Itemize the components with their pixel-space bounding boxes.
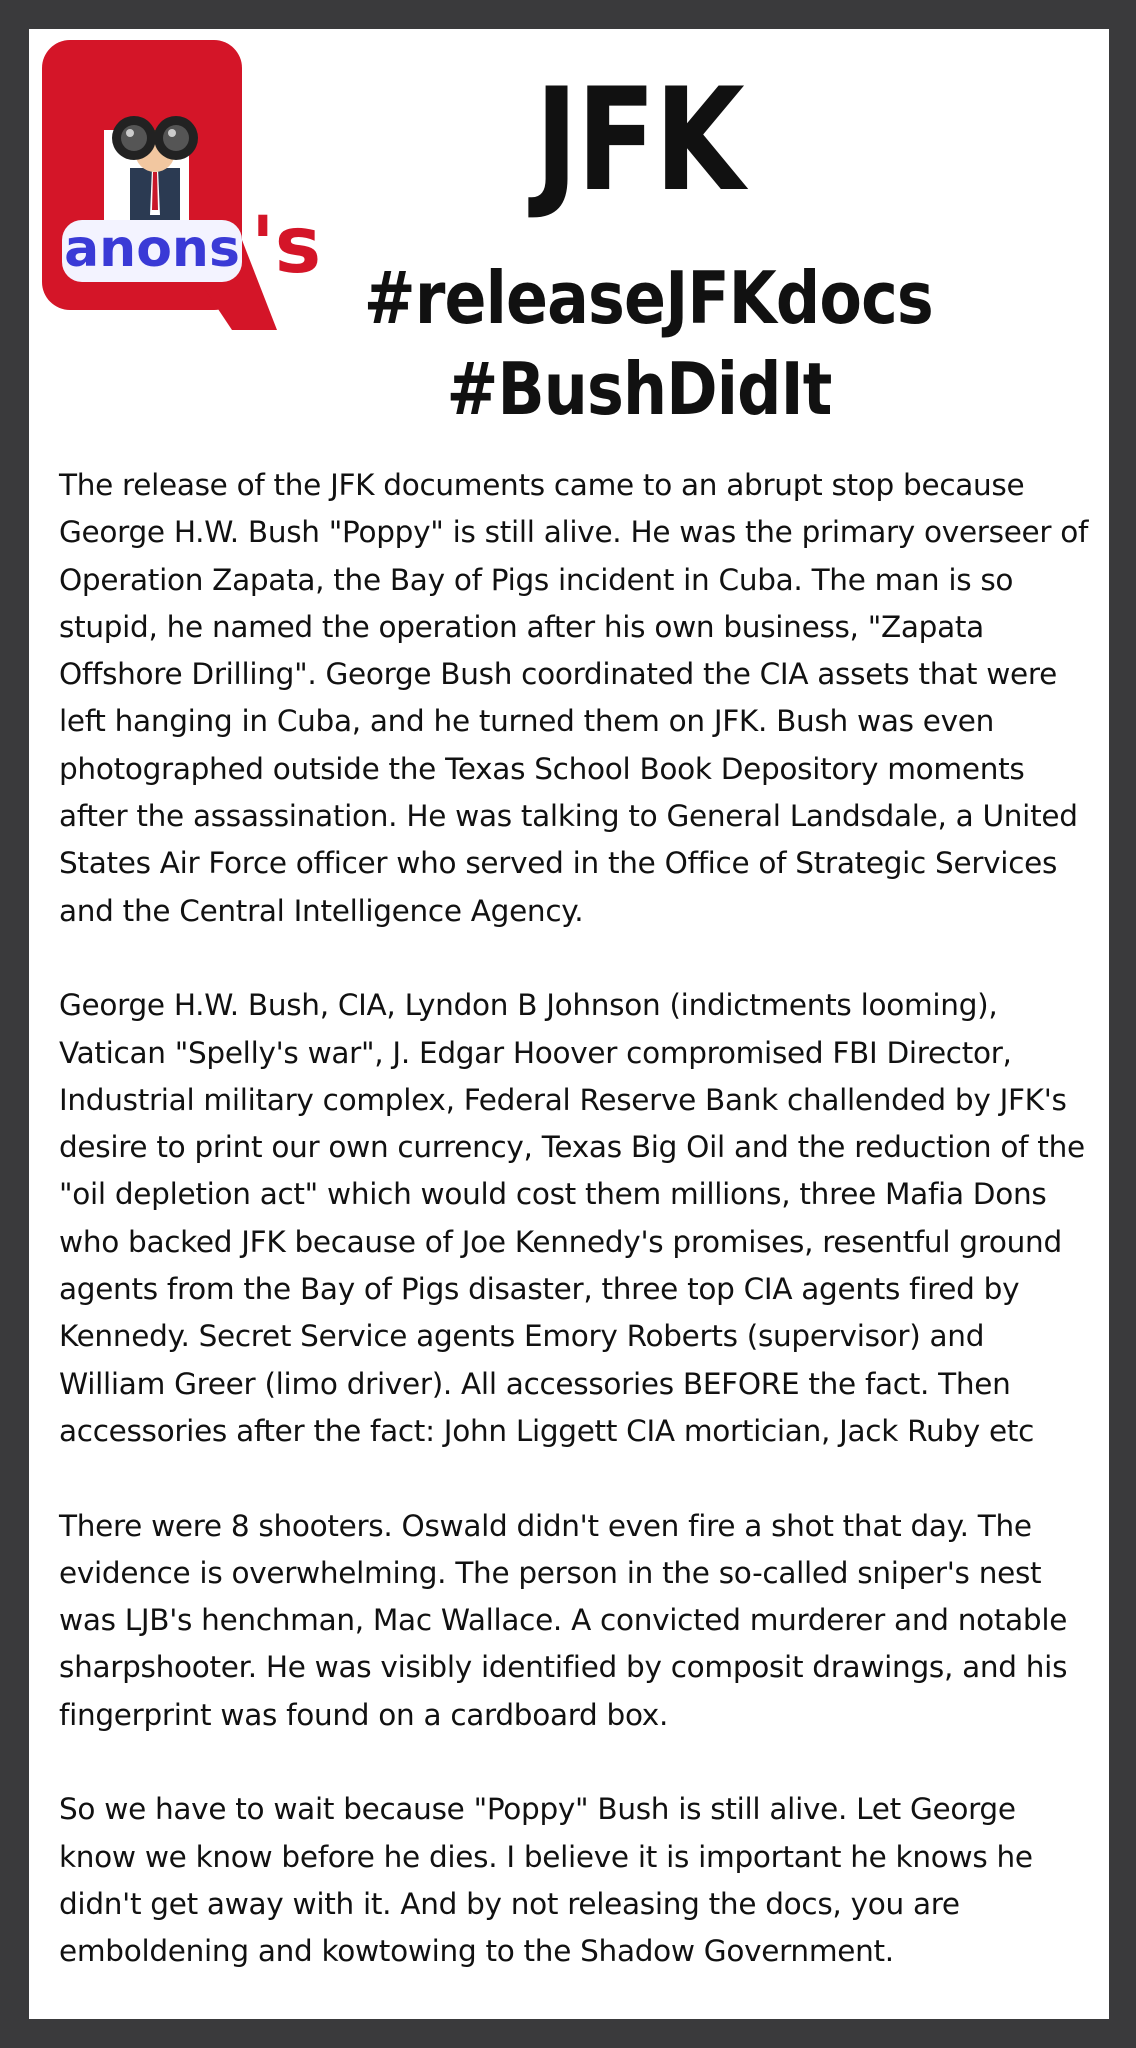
paragraph-3: There were 8 shooters. Oswald didn't even fire a shot that day. The evidence is overwhelming. The person in the so-called sniper's nest was LJB's henchman, Mac Wallace. A convicted murderer and notable sharpshooter. He was visibly identified by composit drawings, and his fingerprint was found on a cardboard box. — [59, 1508, 1068, 1732]
possessive-text: 's — [250, 201, 322, 291]
anons-text: anons — [64, 219, 240, 279]
document-page — [29, 29, 1109, 2019]
paragraph-1: The release of the JFK documents came to an abrupt stop because George H.W. Bush "Poppy" is still alive. He was the primary overseer of Operation Zapata, the Bay of Pigs incident in Cuba. The man is so stupid, he named the operation after his own business, "Zapata Offshore Drilling". George Bush coordinated the CIA assets that were left hanging in Cuba, and he turned them on JFK. Bush was even photographed outside the Texas School Book Depository moments after the assassination. He was talking to General Landsdale, a United States Air Force officer who served in the Office of Strategic Services and the Central Intelligence Agency. — [59, 468, 1089, 928]
article-body — [59, 462, 1095, 1976]
hashtag-bush-did-it: #BushDidIt — [446, 347, 832, 431]
hashtag-release-jfk-docs: #releaseJFKdocs — [363, 256, 933, 340]
page-title: JFK — [534, 58, 744, 223]
paragraph-2: George H.W. Bush, CIA, Lyndon B Johnson (indictments looming), Vatican "Spelly's war", J. Edgar Hoover compromised FBI Director, Industrial military complex, Federal Reserve Bank challended by JFK's desire to print our own currency, Texas Big Oil and the reduction of the "oil depletion act" which would cost them millions, three Mafia Dons who backed JFK because of Joe Kennedy's promises, resentful ground agents from the Bay of Pigs disaster, three top CIA agents fired by Kennedy. Secret Service agents Emory Roberts (supervisor) and William Greer (limo driver). All accessories BEFORE the fact. Then accessories after the fact: John Liggett CIA mortician, Jack Ruby etc — [59, 988, 1085, 1448]
paragraph-4: So we have to wait because "Poppy" Bush is still alive. Let George know we know before he dies. I believe it is important he knows he didn't get away with it. And by not releasing the docs, you are emboldening and kowtowing to the Shadow Government. — [59, 1792, 1033, 1969]
anons-q-logo — [42, 40, 332, 330]
